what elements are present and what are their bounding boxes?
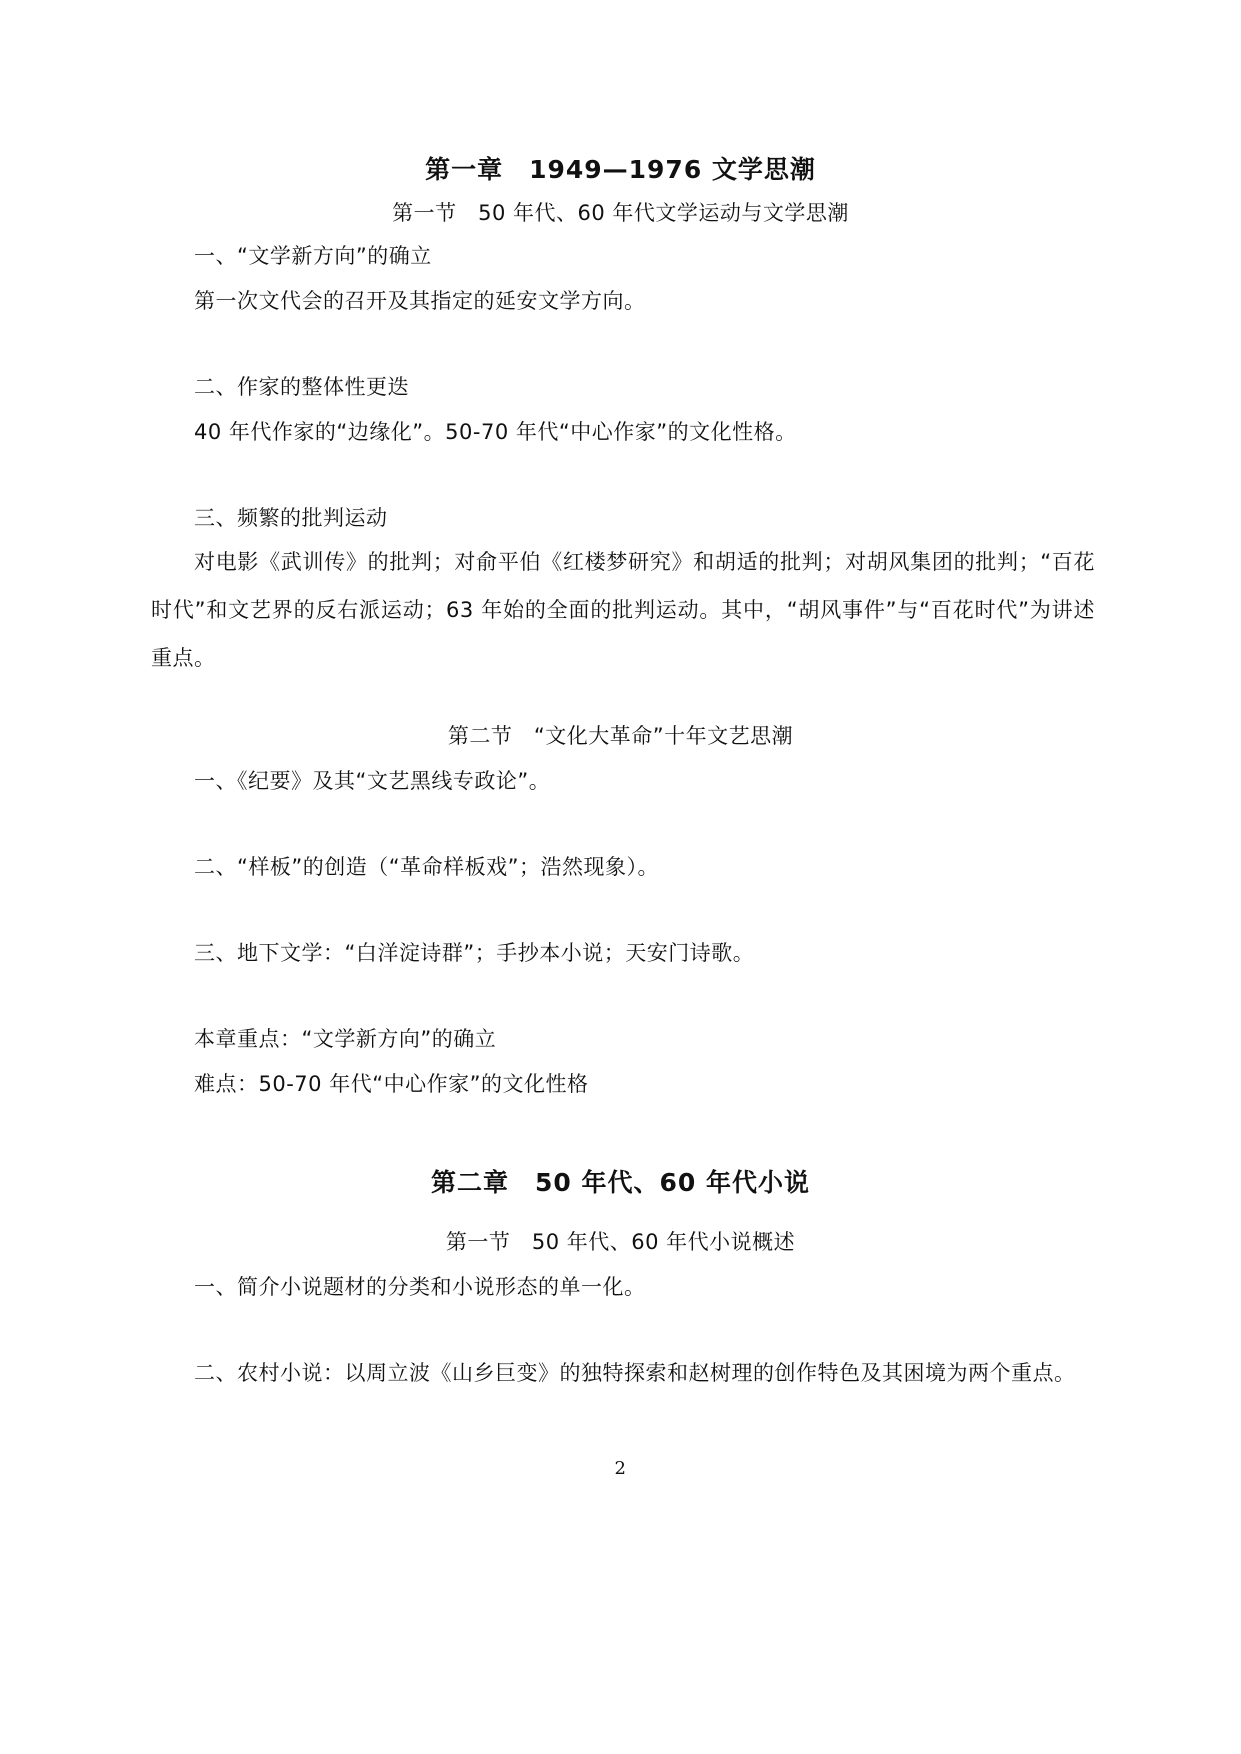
ch1-s1-item3-paragraph: 对电影《武训传》的批判；对俞平伯《红楼梦研究》和胡适的批判；对胡风集团的批判；“百花时代”和文艺界的反右派运动；63 年始的全面的批判运动。其中，“胡风事件”与“百花时代”为讲述重点。 [151,550,1095,670]
ch1-s1-item2-text: 40 年代作家的“边缘化”。50-70 年代“中心作家”的文化性格。 [194,420,797,444]
chapter-1-key-point: 本章重点：“文学新方向”的确立 [194,1027,497,1051]
ch1-s1-item1-text: 第一次文代会的召开及其指定的延安文学方向。 [194,289,646,313]
ch1-s1-item3-heading: 三、频繁的批判运动 [194,506,388,530]
chapter-1-title: 第一章 1949—1976 文学思潮 [425,155,816,184]
chapter-2-section-1-title: 第一节 50 年代、60 年代小说概述 [445,1230,796,1254]
ch2-s1-item2: 二、农村小说：以周立波《山乡巨变》的独特探索和赵树理的创作特色及其困境为两个重点。 [194,1361,1076,1385]
ch1-s2-item1: 一、《纪要》及其“文艺黑线专政论”。 [194,769,551,793]
chapter-2-title: 第二章 50 年代、60 年代小说 [431,1168,810,1197]
ch1-s2-item3: 三、地下文学：“白洋淀诗群”；手抄本小说；天安门诗歌。 [194,941,755,965]
page-number: 2 [614,1458,627,1479]
chapter-1-section-2-title: 第二节 “文化大革命”十年文艺思潮 [447,724,794,748]
ch1-s1-item2-heading: 二、作家的整体性更迭 [194,375,409,399]
ch1-s1-item1-heading: 一、“文学新方向”的确立 [194,244,432,268]
chapter-1-difficulty: 难点：50-70 年代“中心作家”的文化性格 [194,1072,589,1096]
ch1-s2-item2: 二、“样板”的创造（“革命样板戏”；浩然现象）。 [194,855,660,879]
ch2-s1-item1: 一、简介小说题材的分类和小说形态的单一化。 [194,1275,646,1299]
chapter-1-section-1-title: 第一节 50 年代、60 年代文学运动与文学思潮 [392,201,849,225]
